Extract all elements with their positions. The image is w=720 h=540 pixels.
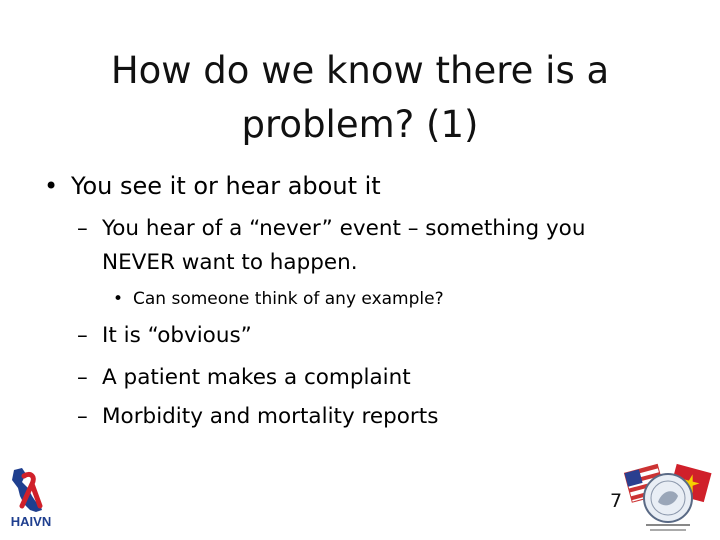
slide-title (90, 44, 630, 152)
sub-bullet-text: It is “obvious” (102, 323, 252, 348)
sub-bullet-text: Morbidity and mortality reports (102, 404, 439, 429)
dash-marker: – (77, 404, 88, 429)
haivn-logo-text: HAIVN (10, 514, 52, 529)
bullet-marker: • (44, 172, 59, 200)
partnership-seal-logo (622, 456, 714, 536)
bullet-marker: • (113, 289, 124, 309)
title-line-2: problem? (1) (241, 103, 479, 146)
sub-sub-bullet-text: Can someone think of any example? (133, 289, 444, 309)
sub-bullet-text-line-1: You hear of a “never” event – something you (102, 216, 586, 241)
bullet-text: You see it or hear about it (71, 172, 381, 200)
red-ribbon-map-icon (0, 466, 62, 532)
dash-marker: – (77, 365, 88, 390)
haivn-logo (0, 466, 62, 532)
sub-bullet-text: A patient makes a complaint (102, 365, 411, 390)
us-vietnam-flags-seal-icon (622, 456, 714, 536)
dash-marker: – (77, 216, 88, 241)
sub-bullet-text-line-2: NEVER want to happen. (102, 250, 358, 275)
page-number: 7 (610, 490, 623, 512)
dash-marker: – (77, 323, 88, 348)
title-line-1: How do we know there is a (110, 49, 610, 92)
